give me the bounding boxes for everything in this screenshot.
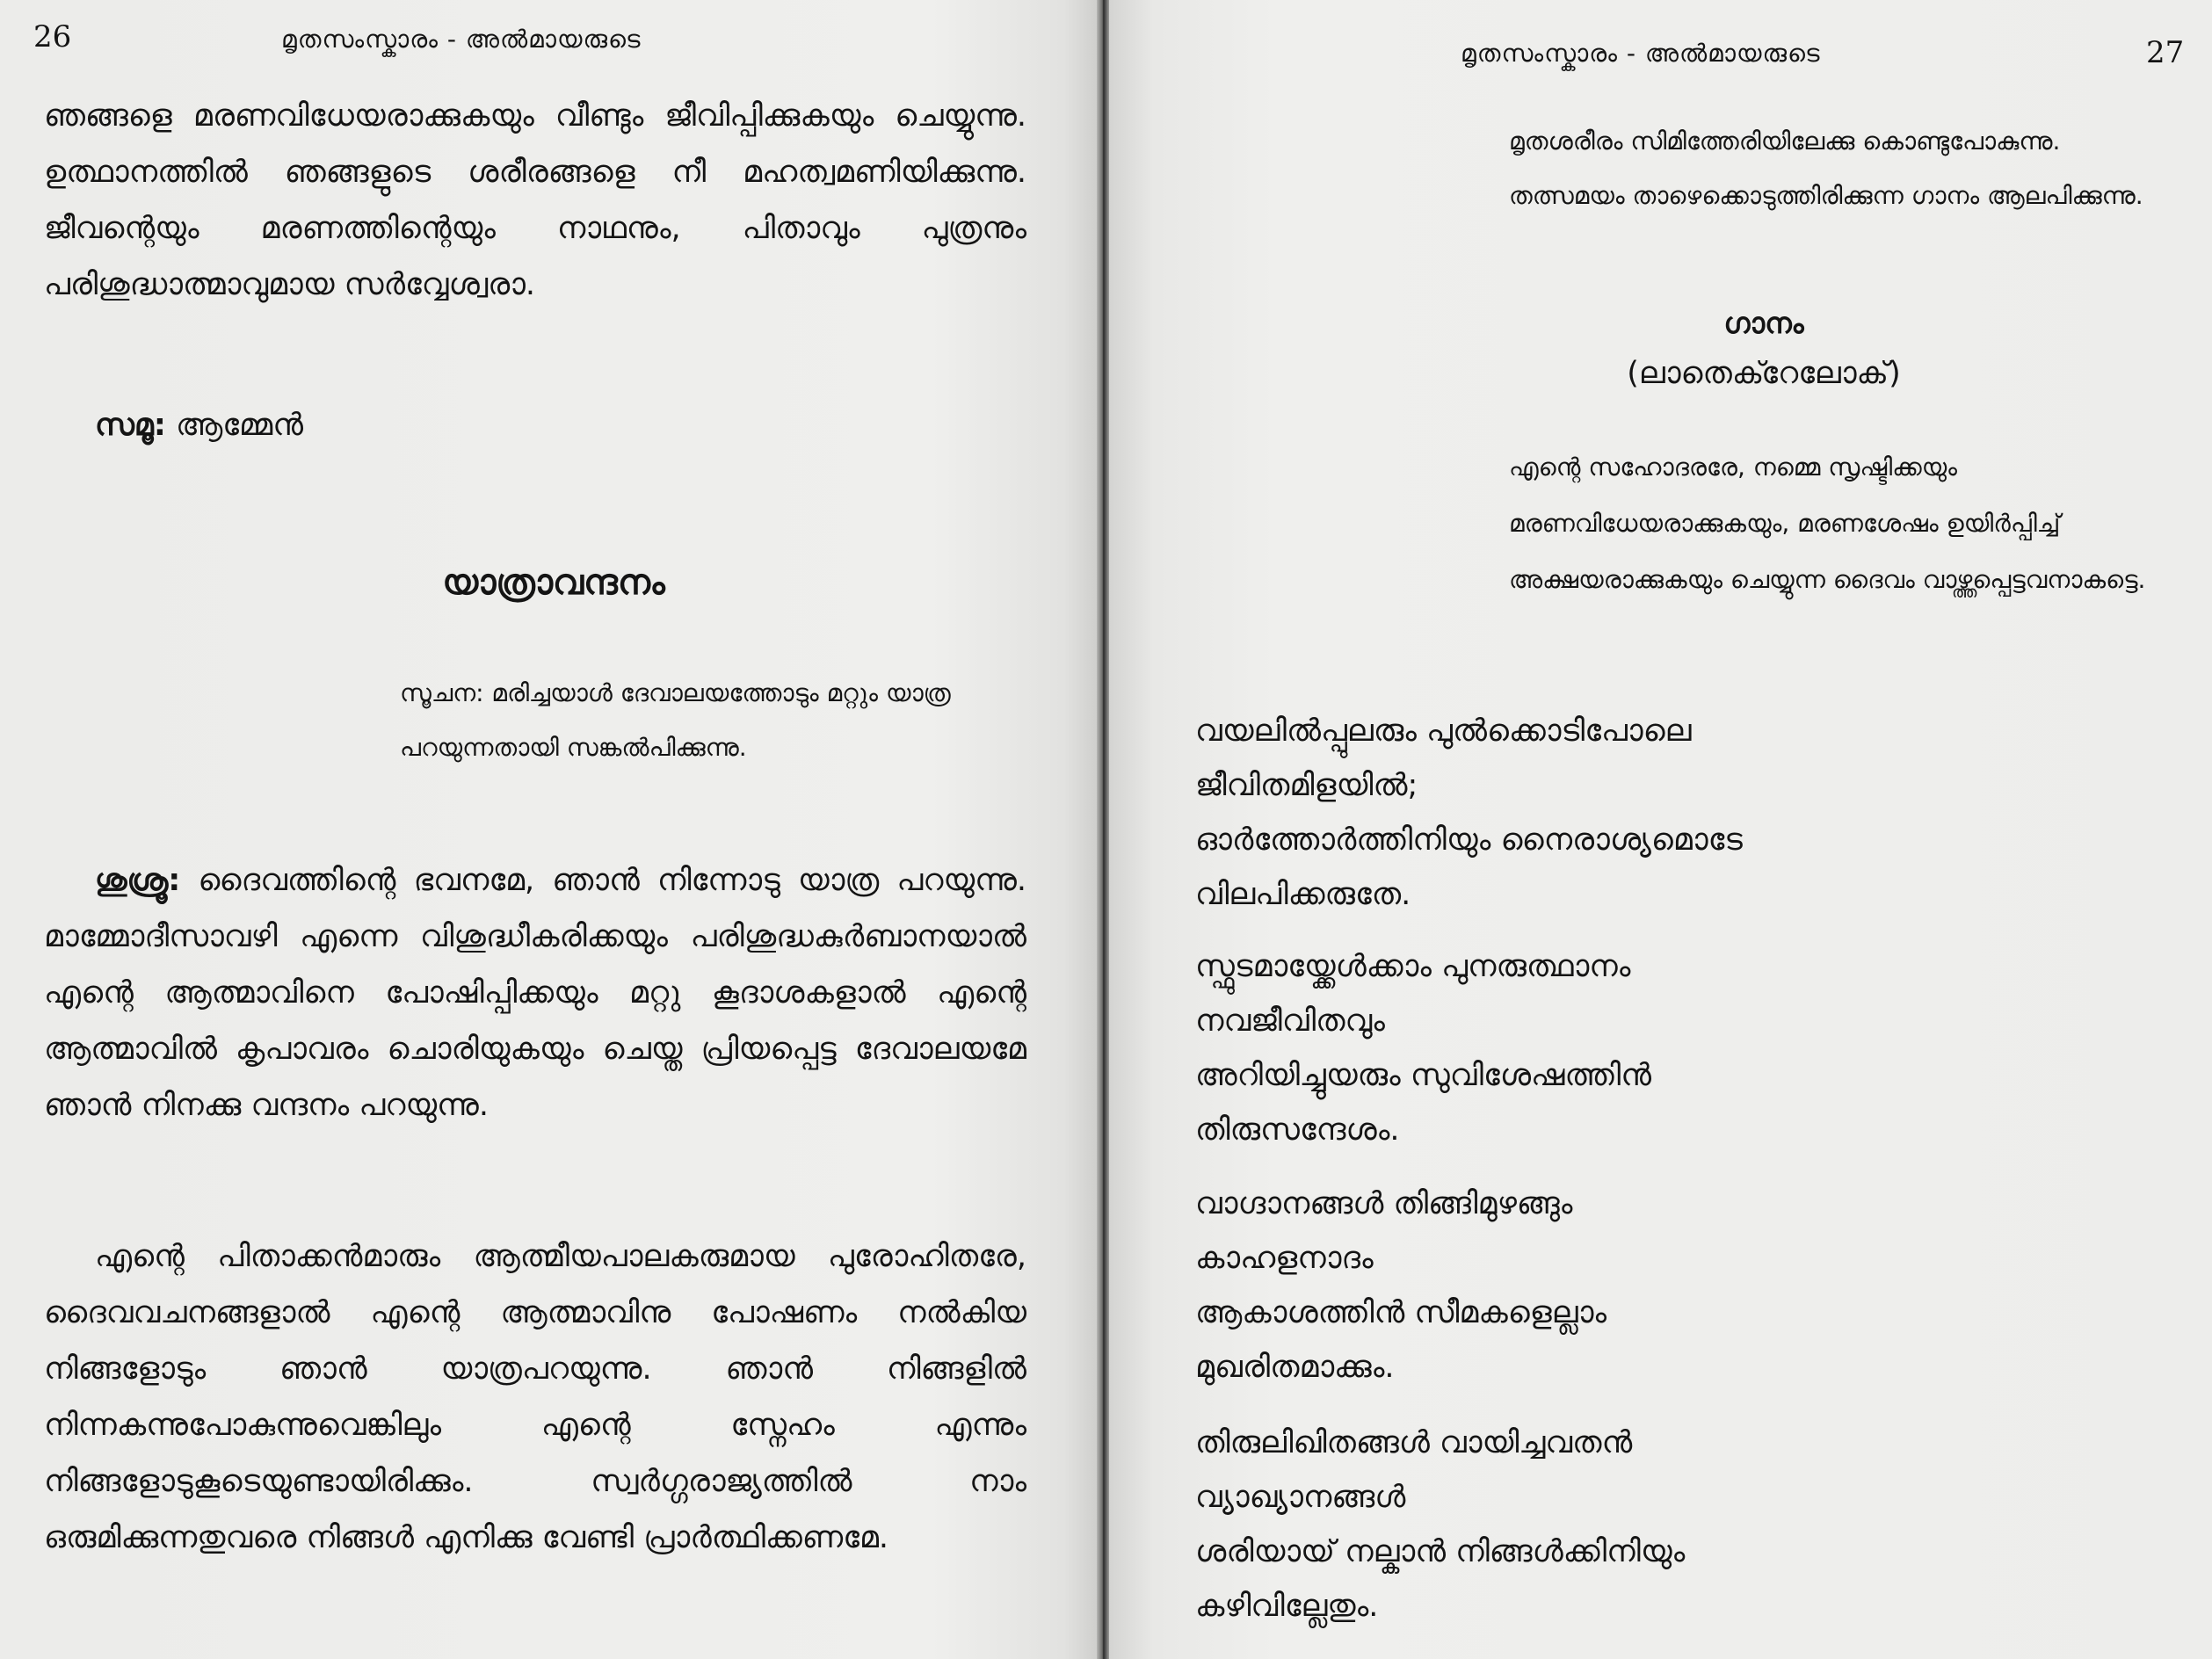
song-line: തിരുസന്ദേശം. xyxy=(1195,1112,1400,1148)
song-line: സ്ഫുടമായ്ക്കേൾക്കാം പുനരുത്ഥാനം xyxy=(1195,949,1631,984)
song-line: വിലപിക്കരുതേ. xyxy=(1195,877,1411,912)
priest-text: ദൈവത്തിന്റെ ഭവനമേ, ഞാൻ നിന്നോടു യാത്ര പറയുന്നു. മാമ്മോദീസാവഴി എന്നെ വിശുദ്ധീകരിക്കയും പരിശുദ്ധകുർബാനയാൽ എന്റെ ആത്മാവിനെ പോഷിപ്പിക്കയും മറ്റു കൂദാശകളാൽ എന്റെ ആത്മാവിൽ കൃപാവരം ചൊരിയുകയും ചെയ്ത പ്രിയപ്പെട്ട ദേവാലയമേ ഞാൻ നിനക്കു വന്ദനം പറയുന്നു. xyxy=(44,863,1026,1123)
response-line xyxy=(95,397,886,453)
song-intro: എന്റെ സഹോദരരേ, നമ്മെ സൃഷ്ടിക്കയും മരണവിധേയരാക്കുകയും, മരണശേഷം ഉയിർപ്പിച്ച് അക്ഷയരാക്കുകയും ചെയ്യുന്ന ദൈവം വാഴ്ത്തപ്പെട്ടവനാകട്ടെ. xyxy=(1509,453,2146,594)
song-line: തിരുലിഖിതങ്ങൾ വായിച്ചവതൻ xyxy=(1195,1425,1633,1460)
priest-paragraph xyxy=(44,852,1026,1134)
running-header: മൃതസംസ്കാരം - അൽമായരുടെ xyxy=(1461,39,1821,68)
response-label: സമൂ: xyxy=(95,408,166,443)
song-line: വയലിൽപ്പുലരും പുൽക്കൊടിപോലെ xyxy=(1195,714,1692,749)
opening-paragraph: ഞങ്ങളെ മരണവിധേയരാക്കുകയും വീണ്ടും ജീവിപ്പിക്കുകയും ചെയ്യുന്നു. ഉത്ഥാനത്തിൽ ഞങ്ങളുടെ ശരീരങ്ങളെ നീ മഹത്വമണിയിക്കുന്നു. ജീവന്റെയും മരണത്തിന്റെയും നാഥനും, പിതാവും പുത്രനും പരിശുദ്ധാത്മാവുമായ സർവ്വേശ്വരാ. xyxy=(44,98,1026,302)
procession-instruction: മൃതശരീരം സിമിത്തേരിയിലേക്കു കൊണ്ടുപോകുന്നു. തത്സമയം താഴെക്കൊടുത്തിരിക്കുന്ന ഗാനം ആലപിക്കുന്നു. xyxy=(1509,127,2143,210)
song-tune: (ലാതെക്റേലോക്) xyxy=(1627,356,1901,391)
song-line: അറിയിച്ചുയരും സുവിശേഷത്തിൻ xyxy=(1195,1058,1652,1093)
page-number: 26 xyxy=(33,19,72,54)
song-line: ജീവിതമിളയിൽ; xyxy=(1195,768,1418,803)
song-line: ആകാശത്തിൻ സീമകളെല്ലാം xyxy=(1195,1295,1607,1330)
song-line: മുഖരിതമാക്കും. xyxy=(1195,1350,1395,1385)
running-header: മൃതസംസ്കാരം - അൽമായരുടെ xyxy=(281,25,642,54)
section-instruction: സൂചന: മരിച്ചയാൾ ദേവാലയത്തോടും മറ്റും യാത്ര പറയുന്നതായി സങ്കൽപിക്കുന്നു. xyxy=(400,678,951,762)
right-page xyxy=(1109,0,2212,1659)
section-heading: യാത്രാവന്ദനം xyxy=(442,562,665,603)
song-heading: ഗാനം xyxy=(1723,306,1804,340)
song-line: വാഗ്ദാനങ്ങൾ തിങ്ങിമുഴങ്ങും xyxy=(1195,1186,1573,1221)
song-line: കാഹളനാദം xyxy=(1195,1241,1374,1276)
priest-label: ശുശ്രൂ: xyxy=(95,863,181,898)
book-gutter xyxy=(1097,0,1109,1659)
song-line: കഴിവില്ലേതും. xyxy=(1195,1589,1379,1624)
song-line: ഓർത്തോർത്തിനിയും നൈരാശ്യമൊടേ xyxy=(1195,822,1743,858)
response-text: ആമ്മേൻ xyxy=(176,408,304,443)
song-line: വ്യാഖ്യാനങ്ങൾ xyxy=(1195,1480,1406,1515)
closing-paragraph: എന്റെ പിതാക്കൻമാരും ആത്മീയപാലകരുമായ പുരോഹിതരേ, ദൈവവചനങ്ങളാൽ എന്റെ ആത്മാവിനു പോഷണം നൽകിയ നിങ്ങളോടും ഞാൻ യാത്രപറയുന്നു. ഞാൻ നിങ്ങളിൽ നിന്നകന്നുപോകുന്നുവെങ്കിലും എന്റെ സ്നേഹം എന്നും നിങ്ങളോടുകൂടെയുണ്ടായിരിക്കും. സ്വർഗ്ഗരാജ്യത്തിൽ നാം ഒരുമിക്കുന്നതുവരെ നിങ്ങൾ എനിക്കു വേണ്ടി പ്രാർത്ഥിക്കണമേ. xyxy=(44,1239,1026,1555)
song-line: ശരിയായ് നല്കാൻ നിങ്ങൾക്കിനിയും xyxy=(1195,1534,1686,1569)
left-page xyxy=(0,0,1097,1659)
page-number: 27 xyxy=(2146,35,2185,70)
song-line: നവജീവിതവും xyxy=(1195,1003,1385,1039)
